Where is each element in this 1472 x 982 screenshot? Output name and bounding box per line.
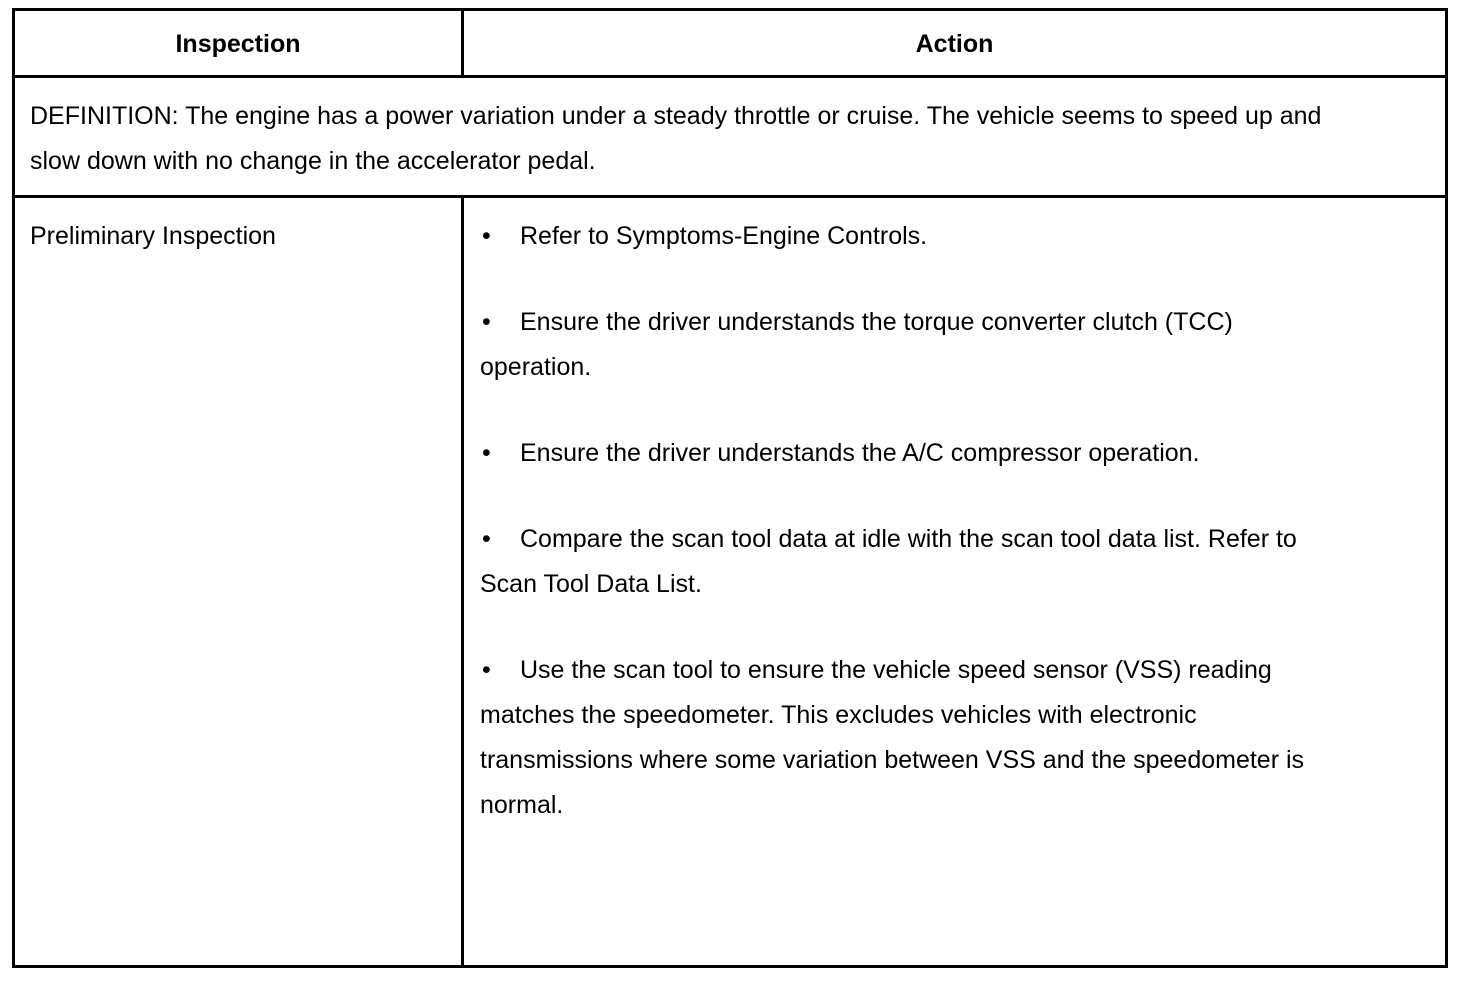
action-text: Compare the scan tool data at idle with the scan tool data list. Refer to Scan Tool Data List.	[480, 525, 1297, 598]
bullet-icon: •	[482, 439, 491, 467]
action-list	[480, 214, 1340, 869]
action-item	[480, 648, 1340, 828]
action-text: Refer to Symptoms-Engine Controls.	[520, 222, 928, 250]
action-item	[480, 431, 1340, 476]
action-item	[480, 214, 1340, 259]
preliminary-inspection-label: Preliminary Inspection	[30, 222, 276, 250]
definition-text: DEFINITION: The engine has a power variation under a steady throttle or cruise. The vehicle seems to speed up and slow down with no change in the accelerator pedal.	[30, 102, 1322, 175]
body-column-divider	[461, 195, 464, 968]
definition-divider	[12, 195, 1448, 198]
action-item	[480, 517, 1340, 607]
action-text: Ensure the driver understands the A/C compressor operation.	[520, 439, 1200, 467]
action-text: Ensure the driver understands the torque converter clutch (TCC) operation.	[480, 308, 1233, 381]
action-header: Action	[915, 29, 994, 58]
bullet-icon: •	[482, 525, 491, 553]
action-item	[480, 300, 1340, 390]
bullet-icon: •	[482, 222, 491, 250]
bullet-icon: •	[482, 308, 491, 336]
inspection-header: Inspection	[175, 29, 301, 58]
action-text: Use the scan tool to ensure the vehicle speed sensor (VSS) reading matches the speedometer. This excludes vehicles with electronic transmissions where some variation between VSS and the speedometer is normal.	[480, 656, 1305, 819]
bullet-icon: •	[482, 656, 491, 684]
